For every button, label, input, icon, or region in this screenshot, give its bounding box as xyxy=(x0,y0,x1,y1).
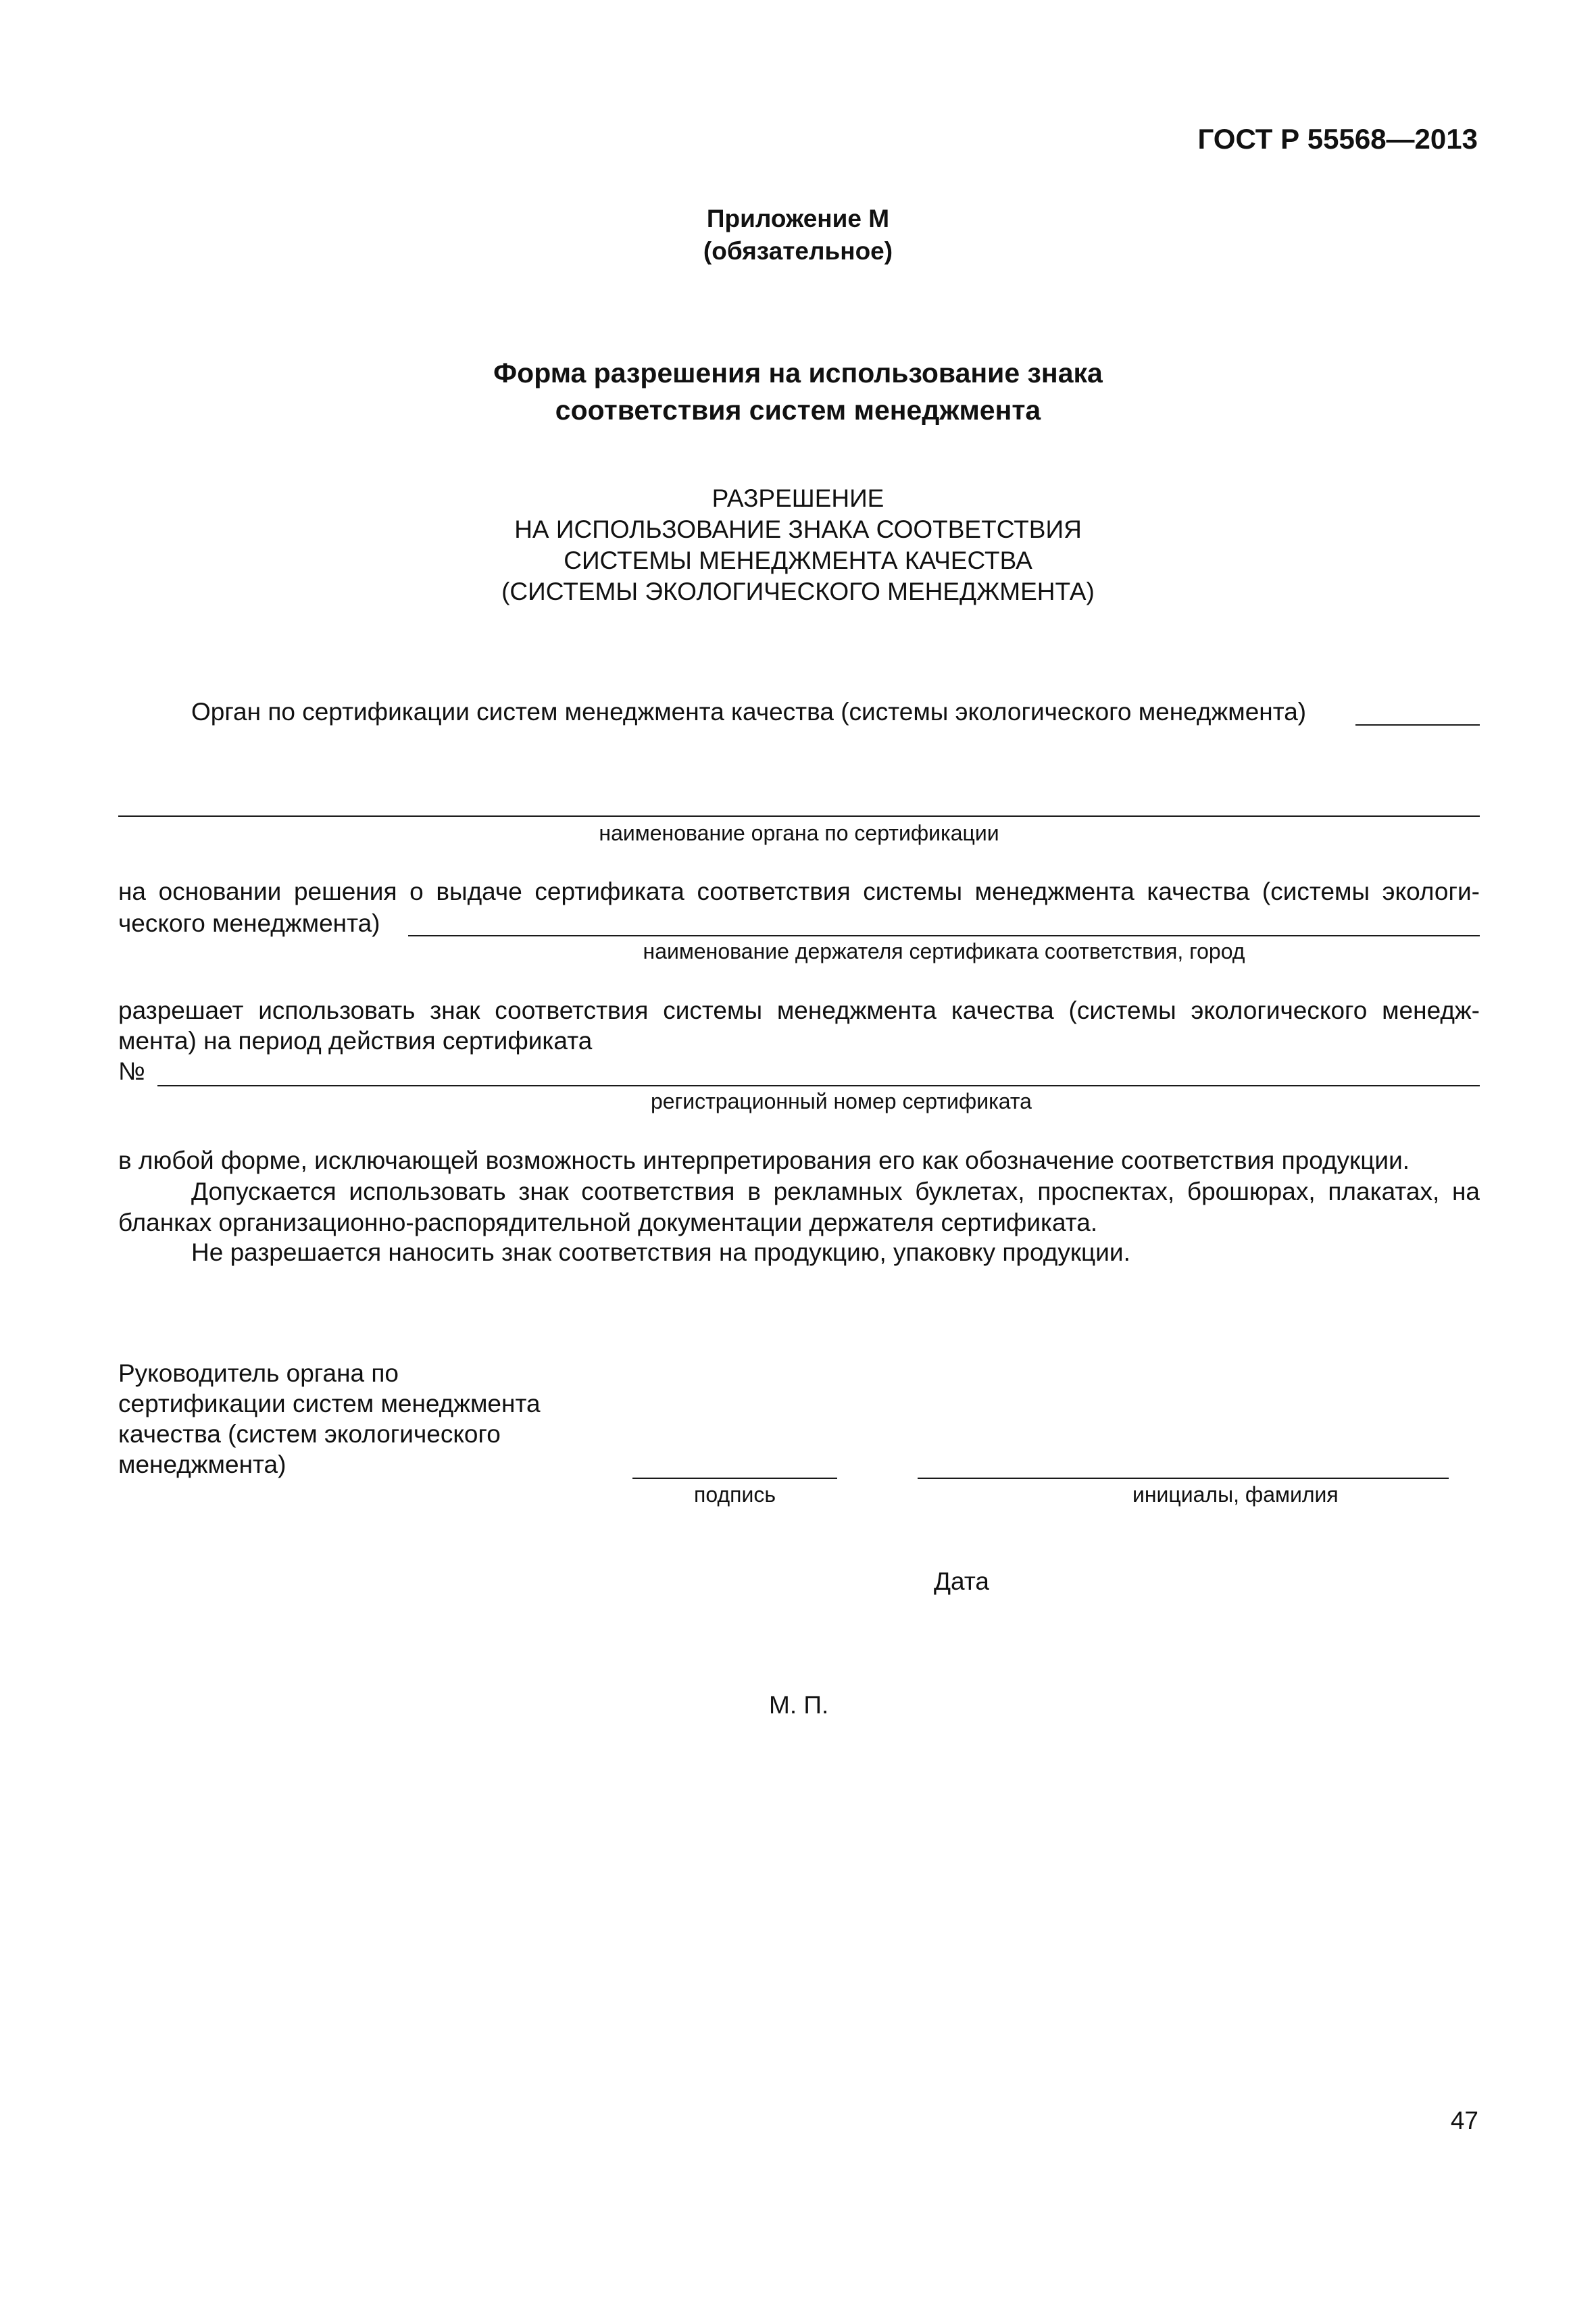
initials-surname-caption: инициалы, фамилия xyxy=(1132,1482,1339,1507)
holder-name-caption: наименование держателя сертификата соответствия, город xyxy=(643,939,1245,963)
permitted-use-line-1: Допускается использовать знак соответствия в рекламных буклетах, проспектах, брошюрах, плакатах, на xyxy=(191,1178,1480,1205)
appendix-status: (обязательное) xyxy=(703,237,893,265)
date-label: Дата xyxy=(934,1567,989,1595)
allow-text-line-1: разрешает использовать знак соответствия системы менеджмента качества (системы экологического менедж- xyxy=(118,997,1480,1024)
head-line-2: сертификации систем менеджмента xyxy=(118,1390,541,1417)
number-label: № xyxy=(118,1057,145,1085)
organ-name-blank[interactable] xyxy=(118,815,1480,817)
organ-text: Орган по сертификации систем менеджмента качества (системы экологического менеджмента) xyxy=(191,698,1307,726)
permit-title-line-1: РАЗРЕШЕНИЕ xyxy=(712,484,884,512)
head-line-1: Руководитель органа по xyxy=(118,1359,399,1387)
signature-blank[interactable] xyxy=(632,1478,837,1479)
signature-caption: подпись xyxy=(694,1482,776,1507)
document-code: ГОСТ Р 55568—2013 xyxy=(1197,123,1478,155)
prohibited-use-text: Не разрешается наносить знак соответствия на продукцию, упаковку продукции. xyxy=(191,1238,1130,1266)
basis-text-line-2: ческого менеджмента) xyxy=(118,909,380,937)
initials-surname-blank[interactable] xyxy=(918,1478,1449,1479)
permit-title-line-4: (СИСТЕМЫ ЭКОЛОГИЧЕСКОГО МЕНЕДЖМЕНТА) xyxy=(501,578,1095,605)
permit-title-line-3: СИСТЕМЫ МЕНЕДЖМЕНТА КАЧЕСТВА xyxy=(564,547,1032,574)
organ-name-blank-short[interactable] xyxy=(1355,724,1480,726)
allow-text-line-2: мента) на период действия сертификата xyxy=(118,1027,593,1055)
permit-title-line-2: НА ИСПОЛЬЗОВАНИЕ ЗНАКА СООТВЕТСТВИЯ xyxy=(514,515,1082,543)
form-title xyxy=(0,355,1596,429)
stamp-label: М. П. xyxy=(769,1691,829,1719)
holder-name-blank[interactable] xyxy=(408,935,1480,936)
permitted-use-line-2: бланках организационно-распорядительной документации держателя сертификата. xyxy=(118,1209,1098,1236)
head-line-3: качества (систем экологического xyxy=(118,1420,501,1448)
form-title-line-1: Форма разрешения на использование знака xyxy=(493,357,1103,388)
head-line-4: менеджмента) xyxy=(118,1451,286,1478)
basis-text-line-1: на основании решения о выдаче сертификата соответствия системы менеджмента качества (системы экологи- xyxy=(118,878,1480,905)
form-usage-text: в любой форме, исключающей возможность интерпретирования его как обозначение соответствия продукции. xyxy=(118,1147,1410,1174)
form-title-line-2: соответствия систем менеджмента xyxy=(555,395,1041,426)
appendix-label: Приложение М xyxy=(706,205,890,232)
reg-number-caption: регистрационный номер сертификата xyxy=(651,1089,1032,1113)
appendix-heading xyxy=(0,203,1596,268)
head-of-body-label xyxy=(118,1358,541,1480)
reg-number-blank[interactable] xyxy=(157,1085,1480,1086)
permit-title xyxy=(0,483,1596,607)
organ-name-caption: наименование органа по сертификации xyxy=(599,821,999,845)
page-number: 47 xyxy=(1450,2107,1478,2134)
